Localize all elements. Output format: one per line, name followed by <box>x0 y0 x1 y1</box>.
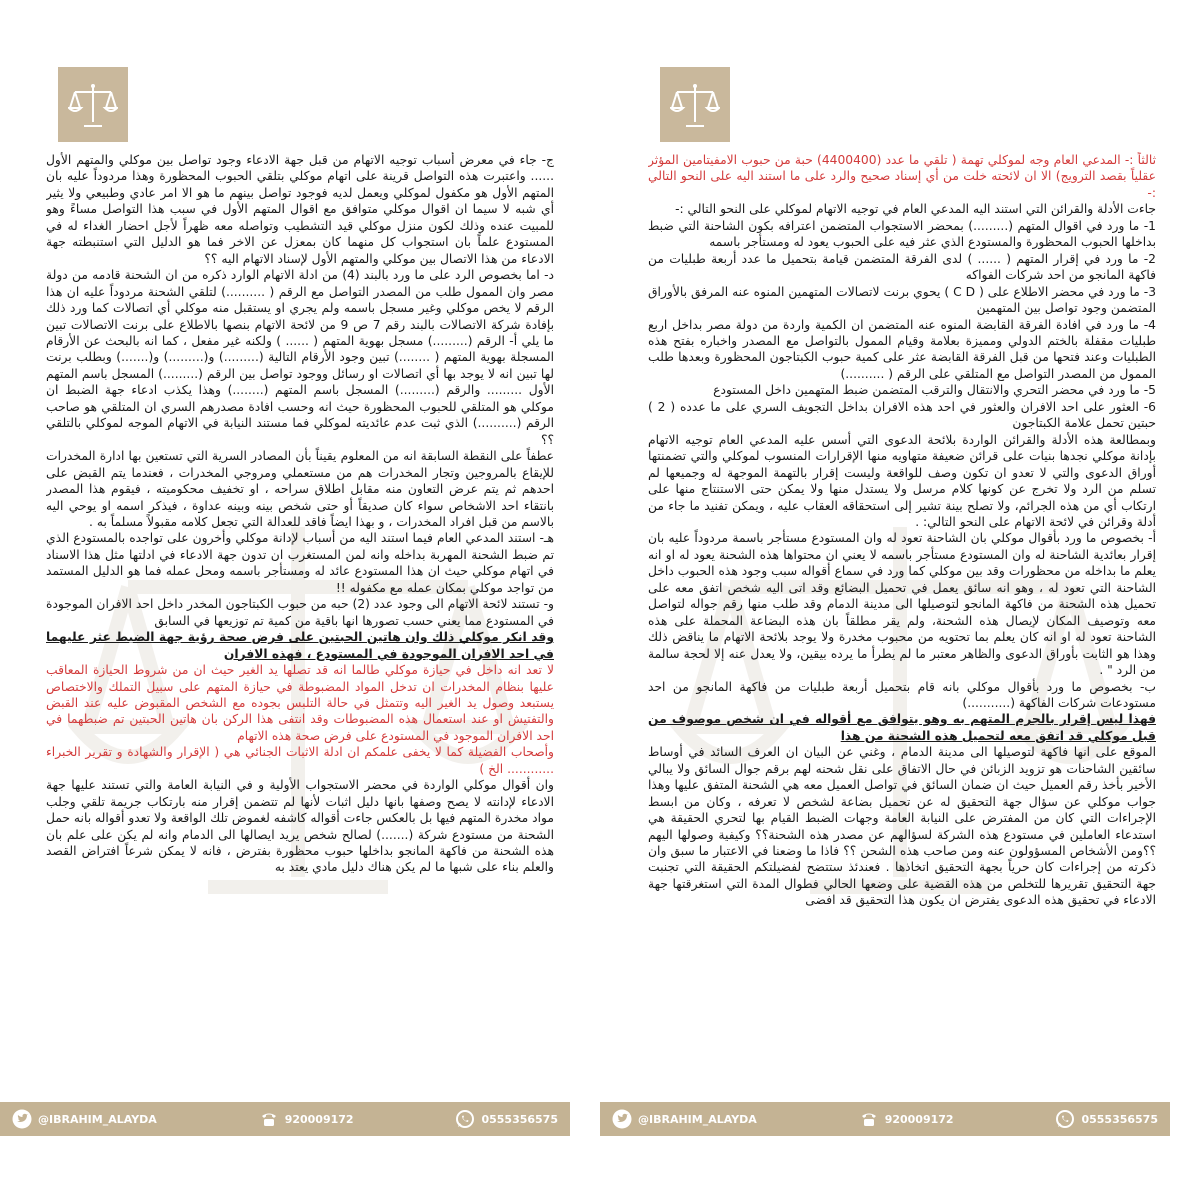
document-page-left <box>28 67 568 1102</box>
paragraph: ج- جاء في معرض أسباب توجيه الاتهام من قبل جهة الادعاء وجود تواصل بين موكلي والمتهم الأول ...... واعتبرت هذه التواصل قرينة على اتهام موكلي بتلقي الحبوب المحظورة وهذا مردوداً عليه بان المتهم الأول هو مكفول لموكلي ويعمل لديه فوجود تواصل بينهم ما هو الا امر عادي وطبيعي ولا يثير أي شبه لا سيما ان اقوال موكلي متوافق مع اقوال المتهم الأول في سبب هذا التواصل مساءً وهو للمبيت عنده وذلك لكون منزل موكلي قيد التشطيب وتواصله معه ظهراً لأجل احضار الغداء له في المستودع علماً بان استجواب كل منهما كان بمعزل عن الاخر فما هو الدليل التي استنبطته جهة الادعاء من هذا الاتصال بين موكلي والمتهم الأول لإسناد الاتهام اليه ؟؟ <box>46 153 554 266</box>
left-page-text <box>46 152 554 1096</box>
whatsapp-number: 0555356575 <box>1081 1112 1158 1126</box>
whatsapp-number: 0555356575 <box>481 1112 558 1126</box>
twitter-bird-icon <box>612 1109 632 1129</box>
highlighted-paragraph: لا تعد انه داخل في حيازة موكلي طالما انه قد تصلها يد الغير حيث ان من شروط الحيازة المعاقب عليها بنظام المخدرات ان تدخل المواد المضبوطة في حيازة المتهم على سبيل التملك والاختصاص يستبعد وصول يد الغير اليه وتتمثل في حالة التلبس بجوده مع الشخص المقبوض عليه عند القبض والتفتيش او عند استعمال هذه المضبوطات وقد انتفى هذا الركن بان هاتين الحبتين تم ضبطهما في احد الافران الموجود في المستودع على فرض صحة هذه الاتهام <box>46 663 554 743</box>
paragraph: هـ- استند المدعي العام فيما استند اليه من أسباب لإدانة موكلي وأخرون على تواجده بالمستودع الذي تم ضبط الشحنة المهربة بداخله وانه لمن المستغرب ان تدون جهة الادعاء في ادلتها مثل هذا الاسناد في اتهام موكلي حيث ان هذا المستودع عائد له ومستأجر باسمه ومحل عمله فما هو الدليل المستمد من تواجد موكلي بمكان عمله مع مكفوله !! <box>46 531 554 595</box>
twitter-bird-icon <box>12 1109 32 1129</box>
footer-whatsapp[interactable] <box>1055 1109 1158 1129</box>
right-page-text <box>648 152 1156 1096</box>
scales-of-justice-icon <box>670 82 720 128</box>
highlighted-paragraph: وأصحاب الفضيلة كما لا يخفى علمكم ان ادلة الاثبات الجنائي هي ( الإقرار والشهادة و تقرير الخبراء ............ الخ ) <box>46 745 554 776</box>
footer-bar <box>600 1102 1170 1136</box>
highlighted-paragraph: ثالثاً :- المدعي العام وجه لموكلي تهمة ( تلقي ما عدد (4400400) حبة من حبوب الامفيتامين المؤثر عقلياً بقصد الترويج) الا ان لائحته خلت من أي إسناد صحيح والرد على ما استند اليه على النحو التالي :- <box>648 153 1156 200</box>
paragraph: 3- ما ورد في محضر الاطلاع على ( C D ) يحوي برنت لاتصالات المتهمين المنوه عنه المرفق بالأوراق المتضمن وجود تواصل بين المتهمين <box>648 284 1156 316</box>
paragraph: ب- بخصوص ما ورد بأقوال موكلي بانه قام بتحميل أربعة طبليات من فاكهة المانجو من احد مستودعات شركات الفاكهة (...........) <box>648 679 1156 710</box>
underlined-heading: فهذا ليس إقرار بالجرم المتهم به وهو يتوافق مع أقواله في ان شخص موصوف من قبل موكلي قد اتفق معه لتحميل هذه الشحنة من هذا <box>648 712 1156 743</box>
paragraph: د- اما بخصوص الرد على ما ورد بالبند (4) من ادلة الاتهام الوارد ذكره من ان الشحنة قادمه من دولة مصر وان الممول طلب من المصدر التواصل مع الرقم ( ..........) لتلقي الشحنة مردوداً عليه ان هذا الرقم لا يخص موكلي وغير مسجل باسمه ولم يجري او يستقبل منه موكلي أي اتصالات كما ورد ذلك بإفادة شركة الاتصالات بالبند رقم 7 ص 9 من لائحة الاتهام بنصها بالاطلاع على برنت الاتصالات تبين ما يلي أ- الرقم (.........) مسجل بهوية المتهم ( ...... ) ولكنه غير مفعل ، كما انه بالبحث عن الأرقام المسجلة بهوية المتهم ( ........) تبين وجود الأرقام التالية (.........) و(.........) و(.......) وبطلب برنت لها تبين انه لا يوجد بها أي اتصالات او رسائل ووجود تواصل بين الرقم (.........) المسجل باسم المتهم الأول ......... والرقم (.........) المسجل باسم المتهم (........) وهذا يكذب ادعاء جهة الضبط ان موكلي هو المتلقي للحبوب المحظورة حيث انه وحسب افادة مصدرهم السري ان المتلقي هو صاحب الرقم (..........) الذي ثبت عدم عائديته لموكلي فما مستند النيابة في الاتهام الموجه لموكلي بالتلقي ؟؟ <box>46 268 554 447</box>
document-page-right <box>630 67 1170 1102</box>
phone-number: 920009172 <box>284 1112 354 1126</box>
footer-phone[interactable] <box>259 1109 354 1129</box>
logo <box>58 67 128 142</box>
scales-of-justice-icon <box>68 82 118 128</box>
whatsapp-icon <box>1055 1109 1075 1129</box>
paragraph: و- تستند لائحة الاتهام الى وجود عدد (2) حبه من حبوب الكبتاجون المخدر داخل احد الافران الموجودة في المستودع مما يعني حسب تصورها انها باقية من كمية تم توزيعها في السابق <box>46 597 554 628</box>
footer-whatsapp[interactable] <box>455 1109 558 1129</box>
paragraph: أ- بخصوص ما ورد بأقوال موكلي بان الشاحنة تعود له وان المستودع مستأجر باسمة مردوداً عليه بان إقرار بعائدية الشاحنة له وان المستودع مستأجر باسمه لا يعني ان محتواها هذه الشحنة يعود له او انه يعلم ما بداخله من محظورات وقد بين موكلي كما ورد في سماع أقواله سبب وجود هذه الحبوب داخل الشاحنة التي تعود له ، وهو انه سائق يعمل في تحميل البضائع وقد اتى اليه شخص اتفق معه على تحميل هذه الشحنة من فاكهة المانجو لتوصيلها الى مدينة الدمام وقد طلب منها رقم جواله لتواصل معه وتوصيف المكان لإيصال هذه الشحنة، ولم يقر مطلقاً بان هذه البضاعة المحملة على هذه الشاحنة تعود له او انه كان يعلم بما تحتويه من محبوب مخدرة ولا يوجد بلائحة الاتهام ما يناقض ذلك وهذا هو الثابت بأوراق الدعوى والظاهر معتبر ما لم يطرأ ما يرده بيقين، ولا يعدل عنه إلا لحجة سالمة من الرد " . <box>648 531 1156 678</box>
paragraph: 2- ما ورد في إقرار المتهم ( ...... ) لدى الفرقة المتضمن قيامة بتحميل ما عدد أربعة طبليات من فاكهة المانجو من احد شركات الفواكه <box>648 251 1156 283</box>
footer-twitter[interactable] <box>12 1109 157 1129</box>
paragraph: 4- ما ورد في افادة الفرقة القابضة المنوه عنه المتضمن ان الكمية واردة من دولة مصر بداخل اربع طبليات مقفلة بالختم الدولي ومميزة بعلامة وقيام الممول بالتواصل مع المصدر واخباره بفتح هذه الطبليات وعند فتحها من قبل الفرقة القابضة عثر على كمية حبوب الكبتاجون المحظورة وبعدها طلب الممول من المصدر التواصل مع المتلقي على الرقم ( ..........) <box>648 317 1156 381</box>
paragraph: 6- العثور على احد الافران والعثور في احد هذه الافران بداخل التجويف السري على ما عدده ( 2 ) حبتين تحمل علامة الكبتاجون <box>648 399 1156 431</box>
paragraph: 1- ما ورد في اقوال المتهم (.........) بمحضر الاستجواب المتضمن اعترافه بكون الشاحنة التي ضبط بداخلها الحبوب المحظورة والمستودع الذي عثر فيه على الحبوب يعود له ومستأجر باسمه <box>648 218 1156 250</box>
footer-twitter[interactable] <box>612 1109 757 1129</box>
footer-bar <box>0 1102 570 1136</box>
paragraph: عطفاً على النقطة السابقة انه من المعلوم يقيناً بأن المصادر السرية التي تستعين بها ادارة المخدرات للإيقاع بالمروجين وتجار المخدرات هم من مستعملي ومروجي المخدرات ، فعندما يتم القبض على احدهم ثم يتم عرض التعاون منه مقابل اطلاق سراحه ، او تخفيف محكوميته ، فيقوم هذا المصدر بانتقاء احد الاشخاص سواء كان صديقاً أو حتى شخص بينه وبينه عداوة ، فيذكر اسمه او يوحي اليه بالاسم من قبل افراد المخدرات ، و بهذا ايضاً فاقد للعدالة التي تجعل كلامه مقبولاً مسلماً به . <box>46 449 554 529</box>
telephone-icon <box>259 1109 279 1129</box>
twitter-handle: @IBRAHIM_ALAYDA <box>38 1112 157 1126</box>
paragraph: الموقع على انها فاكهة لتوصيلها الى مدينة الدمام ، وغني عن البيان ان العرف السائد في أوساط سائقين الشاحنات هو تزويد الزبائن في حال الاتفاق على نقل شحنه لهم برقم جوال السائق ولا يبالي الأخير بأخذ رقم العميل حيث ان ضمان السائق في تواصل العميل معه هي الشحنة المتفق عليها وهذا جواب موكلي عن سؤال جهة التحقيق له عن تحميل بضاعة لشخص لا تعرفه ، وكان من ابسط الإجراءات التي كان من المفترض على النيابة العامة وجهات الضبط القيام بها لتحري الحقيقة هي استدعاء العاملين في مستودع هذه الشركة لسؤالهم عن مصدر هذه الشحنة؟؟ وكيفية وصولها اليهم ؟؟ومن الأشخاص المسؤولون عنه ومن صاحب هذه الشحن ؟؟ فاذا ما وضعنا في الاعتبار ما سبق وان ذكرته من إجراءات كان حرياً بجهة التحقيق اتخاذها . فعندئذ ستتضح لفضيلتكم الحقيقة التي تجنبت جهة التحقيق تقريرها للتخلص من هذه القضية على وضعها الحالي فطوال المدة التي استغرقتها جهة الادعاء في تحقيق هذه الدعوى يفترض ان يكون هذا التحقيق قد افضى <box>648 745 1156 908</box>
paragraph: جاءت الأدلة والقرائن التي استند اليه المدعي العام في توجيه الاتهام لموكلي على النحو التالي :- <box>675 202 1156 217</box>
logo <box>660 67 730 142</box>
underlined-heading: وقد انكر موكلي ذلك وان هاتين الحبتين على فرض صحة رؤية جهة الضبط عثر عليهما في احد الافران الموجودة في المستودع ، فهذه الافران <box>46 630 554 661</box>
telephone-icon <box>859 1109 879 1129</box>
paragraph: وبمطالعة هذه الأدلة والقرائن الواردة بلائحة الدعوى التي أسس عليه المدعي العام توجيه الاتهام بإدانة موكلي نجدها بنيات على قرائن ضعيفة متهاويه منها الإقرارات المنسوب لموكلي والتي تضمنتها أوراق الدعوى والتي لا تعدو ان تكون وصف للواقعة وليست إقرار بالتهمة الموجهة له وجميعها لم تسلم من الرد ولا تخرج عن كونها كلام مرسل ولا يستدل منها ولا يمكن حتى الاستنتاج منها على ارتكاب أي من هذه الجرائم، ولا تصلح بينة تشير إلى استحقاقه العقاب عليه ، ويمكن تفنيد ما جاء من أدلة وقرائن في لائحة الاتهام على النحو التالي: . <box>648 432 1156 529</box>
paragraph: وان أقوال موكلي الواردة في محضر الاستجواب الأولية و في النيابة العامة والتي تستند عليها جهة الادعاء لإدانته لا يصح وصفها بانها دليل اثبات لأنها لم تتضمن إقرار منه بارتكاب جريمة تلقي وجلب مواد مخدرة المتهم فيها بل بالعكس جاءت أقواله كاشفه لغموض تلك الواقعة ولا تعدو أقواله بانه حمل الشحنة من مستودع شركة (.......) لصالح شخص يريد ايصالها الى الدمام وانه لم يكن على علم بان هذه الشحنة من فاكهة المانجو بداخلها حبوب محظورة بفترض ، فانه لا يمكن شرعاً افتراض القصد والعلم بناء على شبها ما لم يكن هناك دليل مادي يعتد به <box>46 778 554 875</box>
twitter-handle: @IBRAHIM_ALAYDA <box>638 1112 757 1126</box>
phone-number: 920009172 <box>884 1112 954 1126</box>
whatsapp-icon <box>455 1109 475 1129</box>
footer-phone[interactable] <box>859 1109 954 1129</box>
paragraph: 5- ما ورد في محضر التحري والانتقال والترقب المتضمن ضبط المتهمين داخل المستودع <box>713 383 1156 398</box>
